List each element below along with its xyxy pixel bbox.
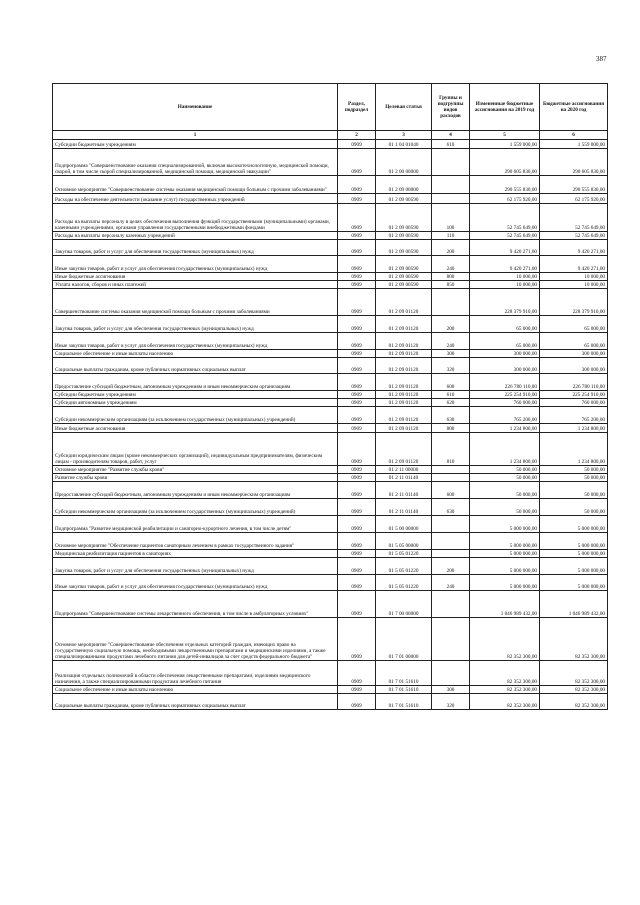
row-target: 01 2 09 01120	[376, 407, 432, 424]
table-row	[53, 533, 608, 550]
row-name: Предоставление субсидий бюджетным, автономным учреждениям и иным некоммерческим организациям	[53, 374, 338, 391]
row-target: 01 1 04 01040	[376, 140, 432, 149]
row-section: 0909	[338, 466, 376, 474]
row-amended: 62 175 920,00	[470, 194, 540, 204]
header-name: Наименование	[53, 84, 338, 131]
row-name: Иные закупки товаров, работ и услуг для обеспечения государственных (муниципальных) нужд	[53, 575, 338, 591]
row-allocations: 228 379 910,00	[540, 289, 608, 316]
row-target: 01 2 09 01120	[376, 350, 432, 358]
row-section: 0909	[338, 256, 376, 273]
table-row	[53, 149, 608, 176]
table-row	[53, 240, 608, 256]
row-allocations: 290 555 830,00	[540, 176, 608, 194]
row-amended: 300 000,00	[470, 358, 540, 374]
row-name: Основное мероприятие "Обеспечение пациентов санаторным лечением в рамках государственного задания"	[53, 533, 338, 550]
row-allocations: 1 234 800,00	[540, 424, 608, 433]
row-target: 01 5 00 00000	[376, 516, 432, 533]
table-row	[53, 466, 608, 474]
column-number: 5	[470, 131, 540, 140]
row-amended: 65 000,00	[470, 316, 540, 333]
row-group: 810	[432, 433, 470, 466]
row-name: Основное мероприятие "Развитие службы крови"	[53, 466, 338, 474]
row-section: 0909	[338, 499, 376, 516]
row-section: 0909	[338, 281, 376, 289]
table-row	[53, 499, 608, 516]
row-amended: 290 555 830,00	[470, 176, 540, 194]
table-row	[53, 661, 608, 686]
row-group: 800	[432, 273, 470, 281]
column-number-row	[53, 131, 608, 140]
row-allocations: 765 200,00	[540, 407, 608, 424]
row-allocations: 1 046 989 432,00	[540, 591, 608, 618]
row-name: Развитие службы крови	[53, 474, 338, 482]
row-target: 01 7 00 00000	[376, 591, 432, 618]
budget-table	[52, 83, 608, 710]
table-row	[53, 281, 608, 289]
row-amended: 10 000,00	[470, 273, 540, 281]
row-amended: 5 000 000,00	[470, 575, 540, 591]
row-target: 01 7 01 51610	[376, 686, 432, 694]
row-section: 0909	[338, 333, 376, 350]
row-allocations: 9 420 271,00	[540, 256, 608, 273]
row-amended: 1 046 989 432,00	[470, 591, 540, 618]
row-name: Уплата налогов, сборов и иных платежей	[53, 281, 338, 289]
row-group: 110	[432, 232, 470, 240]
row-group: 200	[432, 240, 470, 256]
table-row	[53, 333, 608, 350]
table-row	[53, 140, 608, 149]
row-section: 0909	[338, 686, 376, 694]
row-amended: 225 254 910,00	[470, 391, 540, 399]
row-group	[432, 550, 470, 558]
row-name: Реализация отдельных полномочий в области обеспечения лекарственными препаратами, изделиями медицинского назначения, а также специализированными продуктами лечебного питания	[53, 661, 338, 686]
row-name: Социальное обеспечение и иные выплаты населению	[53, 350, 338, 358]
row-name: Социальные выплаты гражданам, кроме публичных нормативных социальных выплат	[53, 694, 338, 710]
row-amended: 290 605 830,00	[470, 149, 540, 176]
row-section: 0909	[338, 391, 376, 399]
row-target: 01 2 09 01120	[376, 391, 432, 399]
table-row	[53, 482, 608, 499]
row-allocations: 300 000,00	[540, 358, 608, 374]
table-row	[53, 256, 608, 273]
row-section: 0909	[338, 424, 376, 433]
row-section: 0909	[338, 575, 376, 591]
row-target: 01 5 05 01220	[376, 575, 432, 591]
row-section: 0909	[338, 176, 376, 194]
row-allocations: 10 000,00	[540, 273, 608, 281]
table-row	[53, 273, 608, 281]
row-group	[432, 661, 470, 686]
row-section: 0909	[338, 316, 376, 333]
row-amended: 52 745 649,00	[470, 232, 540, 240]
row-target: 01 2 09 00000	[376, 176, 432, 194]
row-target: 01 2 09 01120	[376, 289, 432, 316]
column-number: 3	[376, 131, 432, 140]
row-target: 01 2 11 01140	[376, 482, 432, 499]
row-section: 0909	[338, 591, 376, 618]
row-section: 0909	[338, 350, 376, 358]
row-name: Субсидии юридическим лицам (кроме некоммерческих организаций), индивидуальным предпринимателям, физическим лицам - производителям товаров, работ, услуг	[53, 433, 338, 466]
row-group: 610	[432, 140, 470, 149]
row-name: Закупка товаров, работ и услуг для обеспечения государственных (муниципальных) нужд	[53, 316, 338, 333]
table-row	[53, 399, 608, 407]
row-group: 610	[432, 391, 470, 399]
row-name: Основное мероприятие "Совершенствование обеспечения отдельных категорий граждан, имеющих право на государственную социальную помощь, необходимыми лекарственными препаратами и медицинскими изделиями, а также специализированными продуктами лечебного питания для детей-инвалидов за счет средств федерального бюджета"	[53, 618, 338, 661]
row-target: 01 2 09 01120	[376, 316, 432, 333]
row-name: Основное мероприятие "Совершенствование системы оказания медицинской помощи больным с прочими заболеваниями"	[53, 176, 338, 194]
row-name: Иные закупки товаров, работ и услуг для обеспечения государственных (муниципальных) нужд	[53, 256, 338, 273]
row-target: 01 2 09 00590	[376, 273, 432, 281]
row-target: 01 2 09 01120	[376, 433, 432, 466]
row-target: 01 2 09 00590	[376, 281, 432, 289]
row-group: 240	[432, 333, 470, 350]
row-group	[432, 194, 470, 204]
row-amended: 10 000,00	[470, 281, 540, 289]
row-name: Расходы на выплаты персоналу казенных учреждений	[53, 232, 338, 240]
row-section: 0909	[338, 474, 376, 482]
table-row	[53, 204, 608, 232]
row-allocations: 300 000,00	[540, 350, 608, 358]
row-amended: 1 234 800,00	[470, 424, 540, 433]
row-group	[432, 618, 470, 661]
row-section: 0909	[338, 661, 376, 686]
row-amended: 82 352 300,00	[470, 661, 540, 686]
table-row	[53, 516, 608, 533]
row-allocations: 50 000,00	[540, 482, 608, 499]
table-row	[53, 433, 608, 466]
row-amended: 1 234 800,00	[470, 433, 540, 466]
row-target: 01 7 01 51610	[376, 694, 432, 710]
row-target: 01 5 05 01220	[376, 550, 432, 558]
row-section: 0909	[338, 289, 376, 316]
table-row	[53, 289, 608, 316]
row-allocations: 225 254 910,00	[540, 391, 608, 399]
row-name: Субсидии бюджетным учреждениям	[53, 391, 338, 399]
row-section: 0909	[338, 558, 376, 575]
table-row	[53, 350, 608, 358]
row-section: 0909	[338, 358, 376, 374]
row-target: 01 2 11 01140	[376, 474, 432, 482]
row-group: 300	[432, 686, 470, 694]
row-group: 630	[432, 499, 470, 516]
row-name: Субсидии некоммерческим организациям (за исключением государственных (муниципальных) учреждений)	[53, 407, 338, 424]
row-target: 01 2 09 01120	[376, 399, 432, 407]
table-row	[53, 232, 608, 240]
row-target: 01 2 09 00590	[376, 256, 432, 273]
row-section: 0909	[338, 482, 376, 499]
row-group	[432, 474, 470, 482]
table-row	[53, 618, 608, 661]
row-name: Предоставление субсидий бюджетным, автономным учреждениям и иным некоммерческим организациям	[53, 482, 338, 499]
row-amended: 760 000,00	[470, 399, 540, 407]
row-group: 100	[432, 204, 470, 232]
row-amended: 1 559 000,00	[470, 140, 540, 149]
row-amended: 52 745 649,00	[470, 204, 540, 232]
table-row	[53, 575, 608, 591]
row-target: 01 2 00 00000	[376, 149, 432, 176]
table-row	[53, 591, 608, 618]
row-section: 0909	[338, 618, 376, 661]
row-allocations: 50 000,00	[540, 466, 608, 474]
row-target: 01 2 09 00590	[376, 204, 432, 232]
row-name: Социальное обеспечение и иные выплаты населению	[53, 686, 338, 694]
row-amended: 82 352 300,00	[470, 618, 540, 661]
row-section: 0909	[338, 399, 376, 407]
row-section: 0909	[338, 374, 376, 391]
row-amended: 50 000,00	[470, 466, 540, 474]
row-allocations: 9 420 271,00	[540, 240, 608, 256]
row-amended: 300 000,00	[470, 350, 540, 358]
row-allocations: 52 745 649,00	[540, 204, 608, 232]
row-target: 01 2 09 01120	[376, 374, 432, 391]
row-allocations: 82 352 300,00	[540, 694, 608, 710]
row-allocations: 5 000 000,00	[540, 516, 608, 533]
row-section: 0909	[338, 240, 376, 256]
row-allocations: 65 000,00	[540, 316, 608, 333]
column-number: 4	[432, 131, 470, 140]
row-allocations: 50 000,00	[540, 499, 608, 516]
row-target: 01 2 09 01120	[376, 333, 432, 350]
row-amended: 9 420 271,00	[470, 240, 540, 256]
row-section: 0909	[338, 194, 376, 204]
row-name: Подпрограмма "Развитие медицинской реабилитации и санаторно-курортного лечения, в том числе детям"	[53, 516, 338, 533]
column-number: 2	[338, 131, 376, 140]
column-number: 1	[53, 131, 338, 140]
row-section: 0909	[338, 407, 376, 424]
row-section: 0909	[338, 516, 376, 533]
row-amended: 50 000,00	[470, 474, 540, 482]
table-row	[53, 391, 608, 399]
row-name: Социальные выплаты гражданам, кроме публичных нормативных социальных выплат	[53, 358, 338, 374]
row-section: 0909	[338, 273, 376, 281]
table-row	[53, 474, 608, 482]
row-group	[432, 516, 470, 533]
row-allocations: 5 000 000,00	[540, 533, 608, 550]
row-group: 200	[432, 316, 470, 333]
header-allocations: Бюджетные ассигнования на 2020 год	[540, 84, 608, 131]
row-amended: 5 000 000,00	[470, 533, 540, 550]
table-row	[53, 316, 608, 333]
header-group: Группы и подгруппы видов расходов	[432, 84, 470, 131]
row-allocations: 62 175 920,00	[540, 194, 608, 204]
row-amended: 228 379 910,00	[470, 289, 540, 316]
header-amended: Измененные бюджетные ассигнования на 2019 год	[470, 84, 540, 131]
row-section: 0909	[338, 433, 376, 466]
row-group	[432, 289, 470, 316]
row-amended: 50 000,00	[470, 499, 540, 516]
row-name: Совершенствование системы оказания медицинской помощи больным с прочими заболеваниями	[53, 289, 338, 316]
row-amended: 50 000,00	[470, 482, 540, 499]
row-amended: 82 352 300,00	[470, 694, 540, 710]
row-target: 01 7 01 00000	[376, 618, 432, 661]
row-section: 0909	[338, 149, 376, 176]
row-target: 01 2 09 00590	[376, 240, 432, 256]
row-target: 01 2 09 00590	[376, 194, 432, 204]
row-amended: 9 420 271,00	[470, 256, 540, 273]
row-section: 0909	[338, 140, 376, 149]
row-group	[432, 533, 470, 550]
table-row	[53, 407, 608, 424]
row-target: 01 2 09 00590	[376, 232, 432, 240]
row-name: Субсидии бюджетным учреждениям	[53, 140, 338, 149]
row-group: 620	[432, 399, 470, 407]
row-name: Расходы на выплаты персоналу в целях обеспечения выполнения функций государственными (муниципальными) органами, казенными учреждениями, органами управления государственными внебюджетными фондами	[53, 204, 338, 232]
row-group: 300	[432, 350, 470, 358]
row-allocations: 65 000,00	[540, 333, 608, 350]
row-group	[432, 149, 470, 176]
row-section: 0909	[338, 550, 376, 558]
table-row	[53, 424, 608, 433]
row-allocations: 5 000 000,00	[540, 558, 608, 575]
row-group: 630	[432, 407, 470, 424]
row-allocations: 226 780 110,00	[540, 374, 608, 391]
row-group: 600	[432, 374, 470, 391]
header-row	[53, 84, 608, 131]
row-allocations: 82 352 300,00	[540, 618, 608, 661]
row-target: 01 2 09 01120	[376, 358, 432, 374]
table-row	[53, 358, 608, 374]
row-group: 800	[432, 424, 470, 433]
table-row	[53, 550, 608, 558]
row-name: Субсидии автономным учреждениям	[53, 399, 338, 407]
row-allocations: 82 352 300,00	[540, 686, 608, 694]
row-allocations: 10 000,00	[540, 281, 608, 289]
row-group	[432, 176, 470, 194]
row-allocations: 760 000,00	[540, 399, 608, 407]
row-name: Закупка товаров, работ и услуг для обеспечения государственных (муниципальных) нужд	[53, 558, 338, 575]
row-allocations: 52 745 649,00	[540, 232, 608, 240]
row-amended: 82 352 300,00	[470, 686, 540, 694]
row-group: 600	[432, 482, 470, 499]
row-amended: 5 000 000,00	[470, 516, 540, 533]
row-allocations: 5 000 000,00	[540, 575, 608, 591]
table-body	[53, 140, 608, 710]
table-row	[53, 176, 608, 194]
row-group: 240	[432, 256, 470, 273]
row-group: 320	[432, 694, 470, 710]
row-allocations: 290 605 830,00	[540, 149, 608, 176]
row-allocations: 50 000,00	[540, 474, 608, 482]
row-amended: 5 000 000,00	[470, 558, 540, 575]
row-group: 850	[432, 281, 470, 289]
table-row	[53, 694, 608, 710]
table-row	[53, 686, 608, 694]
header-target: Целевая статья	[376, 84, 432, 131]
row-group: 240	[432, 575, 470, 591]
column-number: 6	[540, 131, 608, 140]
row-name: Иные бюджетные ассигнования	[53, 424, 338, 433]
row-name: Закупка товаров, работ и услуг для обеспечения государственных (муниципальных) нужд	[53, 240, 338, 256]
row-name: Подпрограмма "Совершенствование оказания специализированной, включая высокотехнологичную, медицинской помощи, скорой, в том числе скорой специализированной, медицинской помощи, медицинской эвакуации"	[53, 149, 338, 176]
row-allocations: 82 352 300,00	[540, 661, 608, 686]
row-group: 320	[432, 358, 470, 374]
row-allocations: 5 000 000,00	[540, 550, 608, 558]
row-amended: 765 200,00	[470, 407, 540, 424]
row-group	[432, 591, 470, 618]
row-group	[432, 466, 470, 474]
row-section: 0909	[338, 204, 376, 232]
page-number: 387	[596, 55, 607, 63]
row-target: 01 7 01 51610	[376, 661, 432, 686]
row-target: 01 2 11 00000	[376, 466, 432, 474]
row-target: 01 5 05 00000	[376, 533, 432, 550]
row-amended: 65 000,00	[470, 333, 540, 350]
row-name: Медицинская реабилитация пациентов в санаториях	[53, 550, 338, 558]
row-name: Подпрограмма "Совершенствование системы лекарственного обеспечения, в том числе в амбулаторных условиях"	[53, 591, 338, 618]
row-allocations: 1 559 000,00	[540, 140, 608, 149]
row-section: 0909	[338, 533, 376, 550]
row-group: 200	[432, 558, 470, 575]
row-section: 0909	[338, 694, 376, 710]
row-target: 01 2 11 01140	[376, 499, 432, 516]
row-target: 01 5 05 01220	[376, 558, 432, 575]
table-row	[53, 558, 608, 575]
table-row	[53, 194, 608, 204]
row-allocations: 1 234 800,00	[540, 433, 608, 466]
row-amended: 226 780 110,00	[470, 374, 540, 391]
row-name: Расходы на обеспечение деятельности (оказание услуг) государственных учреждений	[53, 194, 338, 204]
table-row	[53, 374, 608, 391]
header-section: Раздел, подраздел	[338, 84, 376, 131]
row-section: 0909	[338, 232, 376, 240]
row-name: Иные бюджетные ассигнования	[53, 273, 338, 281]
row-amended: 5 000 000,00	[470, 550, 540, 558]
row-name: Субсидии некоммерческим организациям (за исключением государственных (муниципальных) учреждений)	[53, 499, 338, 516]
row-name: Иные закупки товаров, работ и услуг для обеспечения государственных (муниципальных) нужд	[53, 333, 338, 350]
row-target: 01 2 09 01120	[376, 424, 432, 433]
